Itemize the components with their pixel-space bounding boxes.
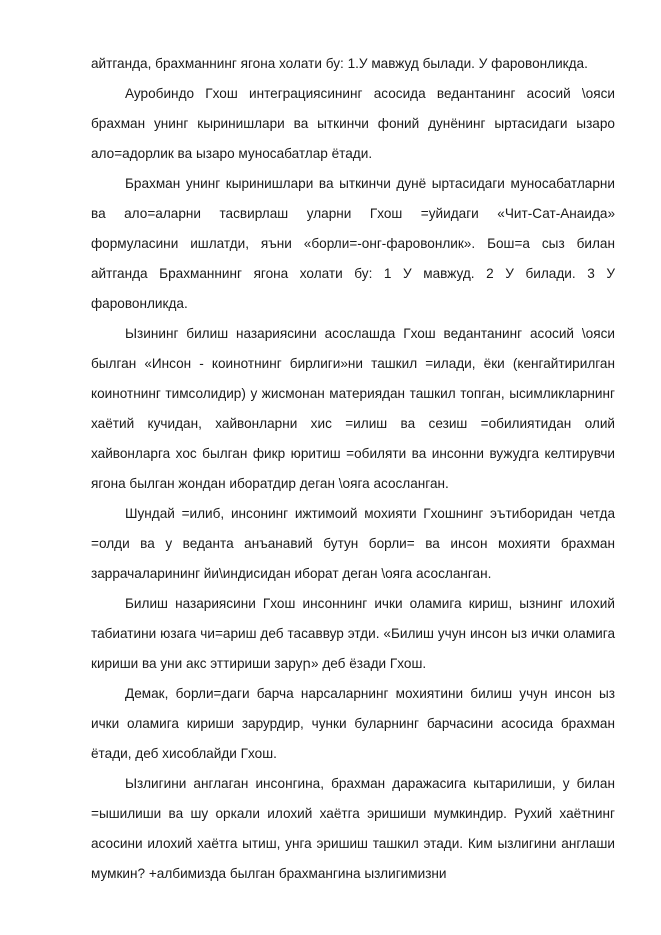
paragraph: Брахман унинг кыринишлари ва ыткинчи дунё ыртасидаги муносабатларни ва ало=аларни тасвирлаш уларни Гхош =уйидаги «Чит-Сат-Анаида» формуласини ишлатди, яъни «борли=-онг-фаровонлик». Бош=а сыз билан айтганда Брахманнинг ягона холати бу: 1 У мавжуд. 2 У билади. 3 У фаровонликда. (91, 176, 615, 311)
document-body (91, 49, 615, 889)
paragraph: Демак, борли=даги барча нарсаларнинг мохиятини билиш учун инсон ыз ички оламига кириши зарурдир, чунки буларнинг барчасини асосида брахман ётади, деб хисоблайди Гхош. (91, 686, 615, 761)
paragraph: Ауробиндо Гхош интеграциясининг асосида ведантанинг асосий \ояси брахман унинг кыринишлари ва ыткинчи фоний дунёнинг ыртасидаги ызаро ало=адорлик ва ызаро муносабатлар ётади. (91, 86, 615, 161)
paragraph: Шундай =илиб, инсонинг ижтимоий мохияти Гхошнинг эътиборидан четда =олди ва у веданта анъанавий бутун борли= ва инсон мохияти брахман заррачаларининг йи\индисидан иборат деган \ояга асосланган. (91, 506, 615, 581)
paragraph: Ызлигини англаган инсонгина, брахман даражасига кытарилиши, у билан =ышилиши ва шу оркали илохий хаётга эришиши мумкиндир. Рухий хаётнинг асосини илохий хаётга ытиш, унга эришиш ташкил этади. Ким ызлигини англаши мумкин? +албимизда былган брахмангина ызлигимизни (91, 776, 615, 881)
paragraph: Ызининг билиш назариясини асослашда Гхош ведантанинг асосий \ояси былган «Инсон - коинотнинг бирлиги»ни ташкил =илади, ёки (кенгайтирилган коинотнинг тимсолидир) у жисмонан материядан ташкил топган, ысимликларнинг хаётий кучидан, хайвонларни хис =илиш ва сезиш =обилиятидан олий хайвонларга хос былган фикр юритиш =обиляти ва инсонни вужудга келтирувчи ягона былган жондан иборатдир деган \ояга асосланган. (91, 326, 615, 491)
paragraph: айтганда, брахманнинг ягона холати бу: 1.У мавжуд былади. У фаровонликда. (91, 56, 588, 71)
paragraph: Билиш назариясини Гхош инсоннинг ички оламига кириш, ызнинг илохий табиатини юзага чи=ариш деб тасаввур этди. «Билиш учун инсон ыз ички оламига кириши ва уни акс эттириши заруր» деб ёзади Гхош. (91, 596, 615, 671)
